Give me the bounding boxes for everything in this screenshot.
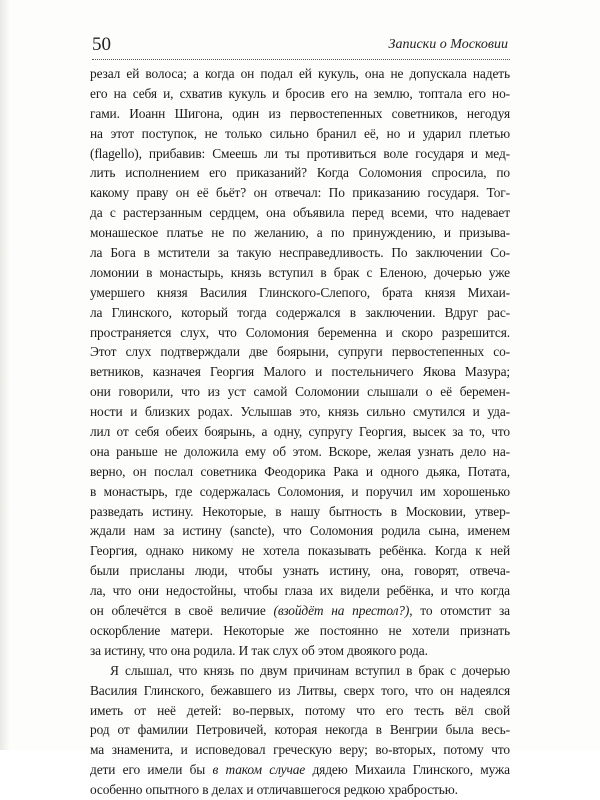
text-line — [90, 223, 510, 243]
page-header — [92, 34, 510, 56]
text-line — [90, 561, 510, 581]
text-segment: разведать истину. Некоторые, в нашу бытность в Московии, утвер- — [90, 503, 510, 519]
text-segment: какому праву он её бьёт? он отвечал: По приказанию государя. Тог- — [90, 185, 510, 201]
text-segment: монашеское платье не по желанию, а по принуждению, и призыва- — [90, 225, 510, 241]
text-segment: дети его имели бы — [90, 762, 213, 778]
text-line — [90, 462, 510, 482]
italic-phrase: (взойдёт на престол?) — [273, 603, 410, 619]
text-segment: ности и близких родах. Услышав это, князь сильно смутился и уда- — [90, 404, 510, 420]
text-segment: дядею Михаила Глинского, мужа — [305, 762, 510, 778]
text-line — [90, 601, 510, 621]
text-line — [90, 104, 510, 124]
text-segment: лил от себя обеих боярынь, а одну, супругу Георгия, высек за то, что — [90, 424, 510, 440]
text-line — [90, 521, 510, 541]
text-segment: пространяется слух, что Соломония беременна и скоро разрешится. — [90, 324, 510, 340]
text-line — [90, 581, 510, 601]
text-line — [90, 303, 510, 323]
text-segment: Георгия, однако никому не хотела показывать ребёнка. Когда к ней — [90, 543, 510, 559]
text-line — [90, 342, 510, 362]
text-segment: Я слышал, что князь по двум причинам вступил в брак с дочерью — [110, 662, 510, 678]
text-line — [90, 502, 510, 522]
page-gutter-shadow — [0, 0, 10, 750]
text-line — [90, 701, 510, 721]
text-line — [90, 323, 510, 343]
text-segment: его на себя и, схватив кукуль и бросив его на землю, топтала его но- — [90, 85, 510, 101]
text-line — [90, 641, 510, 661]
text-line — [90, 283, 510, 303]
text-segment: ждали нам за истину (sancte), что Соломония родила сына, именем — [90, 523, 510, 539]
text-line — [90, 64, 510, 84]
text-segment: резал ей волоса; а когда он подал ей кукуль, она не допускала надеть — [90, 66, 510, 81]
page-number: 50 — [92, 34, 111, 55]
text-segment: оскорбление матери. Некоторые же постоянно не хотели признать — [90, 622, 510, 638]
text-line — [90, 760, 510, 780]
text-segment: лить исполнением его приказаний? Когда Соломония спросила, по — [90, 165, 510, 181]
text-line — [90, 780, 510, 800]
text-line — [90, 720, 510, 740]
text-segment: ла, что они недостойны, чтобы глаза их видели ребёнка, и что когда — [90, 583, 510, 599]
text-line — [90, 382, 510, 402]
text-segment: были присланы люди, чтобы узнать истину, она, говорят, отвеча- — [90, 563, 510, 579]
text-line — [90, 124, 510, 144]
text-segment: на этот поступок, не только сильно бранил её, но и ударил плетью — [90, 125, 510, 141]
text-line — [90, 163, 510, 183]
text-segment: умершего князя Василия Глинского-Слепого, брата князя Михаи- — [90, 284, 510, 300]
text-line — [90, 183, 510, 203]
text-segment: (flagello), прибавив: Смеешь ли ты противиться воле государя и мед- — [90, 145, 510, 161]
text-segment: он облечётся в своё величие — [90, 603, 274, 619]
text-segment: ломонии в монастырь, князь вступил в брак с Еленою, дочерью уже — [90, 264, 510, 280]
text-segment: Василия Глинского, бежавшего из Литвы, сверх того, что он надеялся — [90, 682, 510, 698]
text-line — [90, 402, 510, 422]
text-segment: , то отомстит за — [409, 603, 510, 619]
text-segment: да с растерзанным сердцем, она объявила перед всеми, что надевает — [90, 205, 510, 221]
text-line — [90, 681, 510, 701]
text-line — [90, 84, 510, 104]
text-segment: ла Глинского, который тогда содержался в заключении. Вдруг рас- — [90, 304, 510, 320]
text-line — [90, 621, 510, 641]
text-line — [90, 442, 510, 462]
text-line — [90, 203, 510, 223]
text-segment: ла Бога в мстители за такую несправедливость. По заключении Со- — [90, 245, 510, 261]
body-text — [90, 64, 510, 800]
text-line — [90, 661, 510, 681]
text-segment: они говорили, что из уст самой Соломонии слышали о её беремен- — [90, 384, 510, 400]
text-line — [90, 263, 510, 283]
text-segment: ма знаменита, и исповедовал греческую веру; во-вторых, потому что — [90, 742, 510, 758]
text-segment: она раньше не доложила ему об этом. Вскоре, желая узнать дело на- — [90, 443, 510, 459]
text-segment: особенно опытного в делах и отличавшегося редкою храбростью. — [90, 782, 458, 798]
text-segment: ветников, казначея Георгия Малого и постельничего Якова Мазура; — [90, 364, 510, 380]
header-divider — [92, 59, 510, 60]
text-line — [90, 740, 510, 760]
text-segment: род от фамилии Петровичей, которая некогда в Венгрии была весь- — [90, 722, 510, 738]
text-segment: за истину, что она родила. И так слух об этом двоякого рода. — [90, 642, 428, 658]
text-segment: иметь от неё детей: во-первых, потому что его тесть вёл свой — [90, 702, 510, 718]
text-line — [90, 362, 510, 382]
text-segment: в монастырь, где содержалась Соломония, и поручил им хорошенько — [90, 483, 510, 499]
text-segment: гами. Иоанн Шигона, один из первостепенных советников, негодуя — [90, 105, 510, 121]
running-title: Записки о Московии — [388, 37, 508, 52]
text-line — [90, 243, 510, 263]
text-segment: верно, он послал советника Феодорика Рака и одного дьяка, Потата, — [90, 463, 510, 479]
text-line — [90, 541, 510, 561]
text-line — [90, 482, 510, 502]
italic-phrase: в таком случае — [212, 762, 306, 778]
text-line — [90, 422, 510, 442]
text-line — [90, 144, 510, 164]
text-segment: Этот слух подтверждали две боярыни, супруги первостепенных со- — [90, 344, 510, 360]
